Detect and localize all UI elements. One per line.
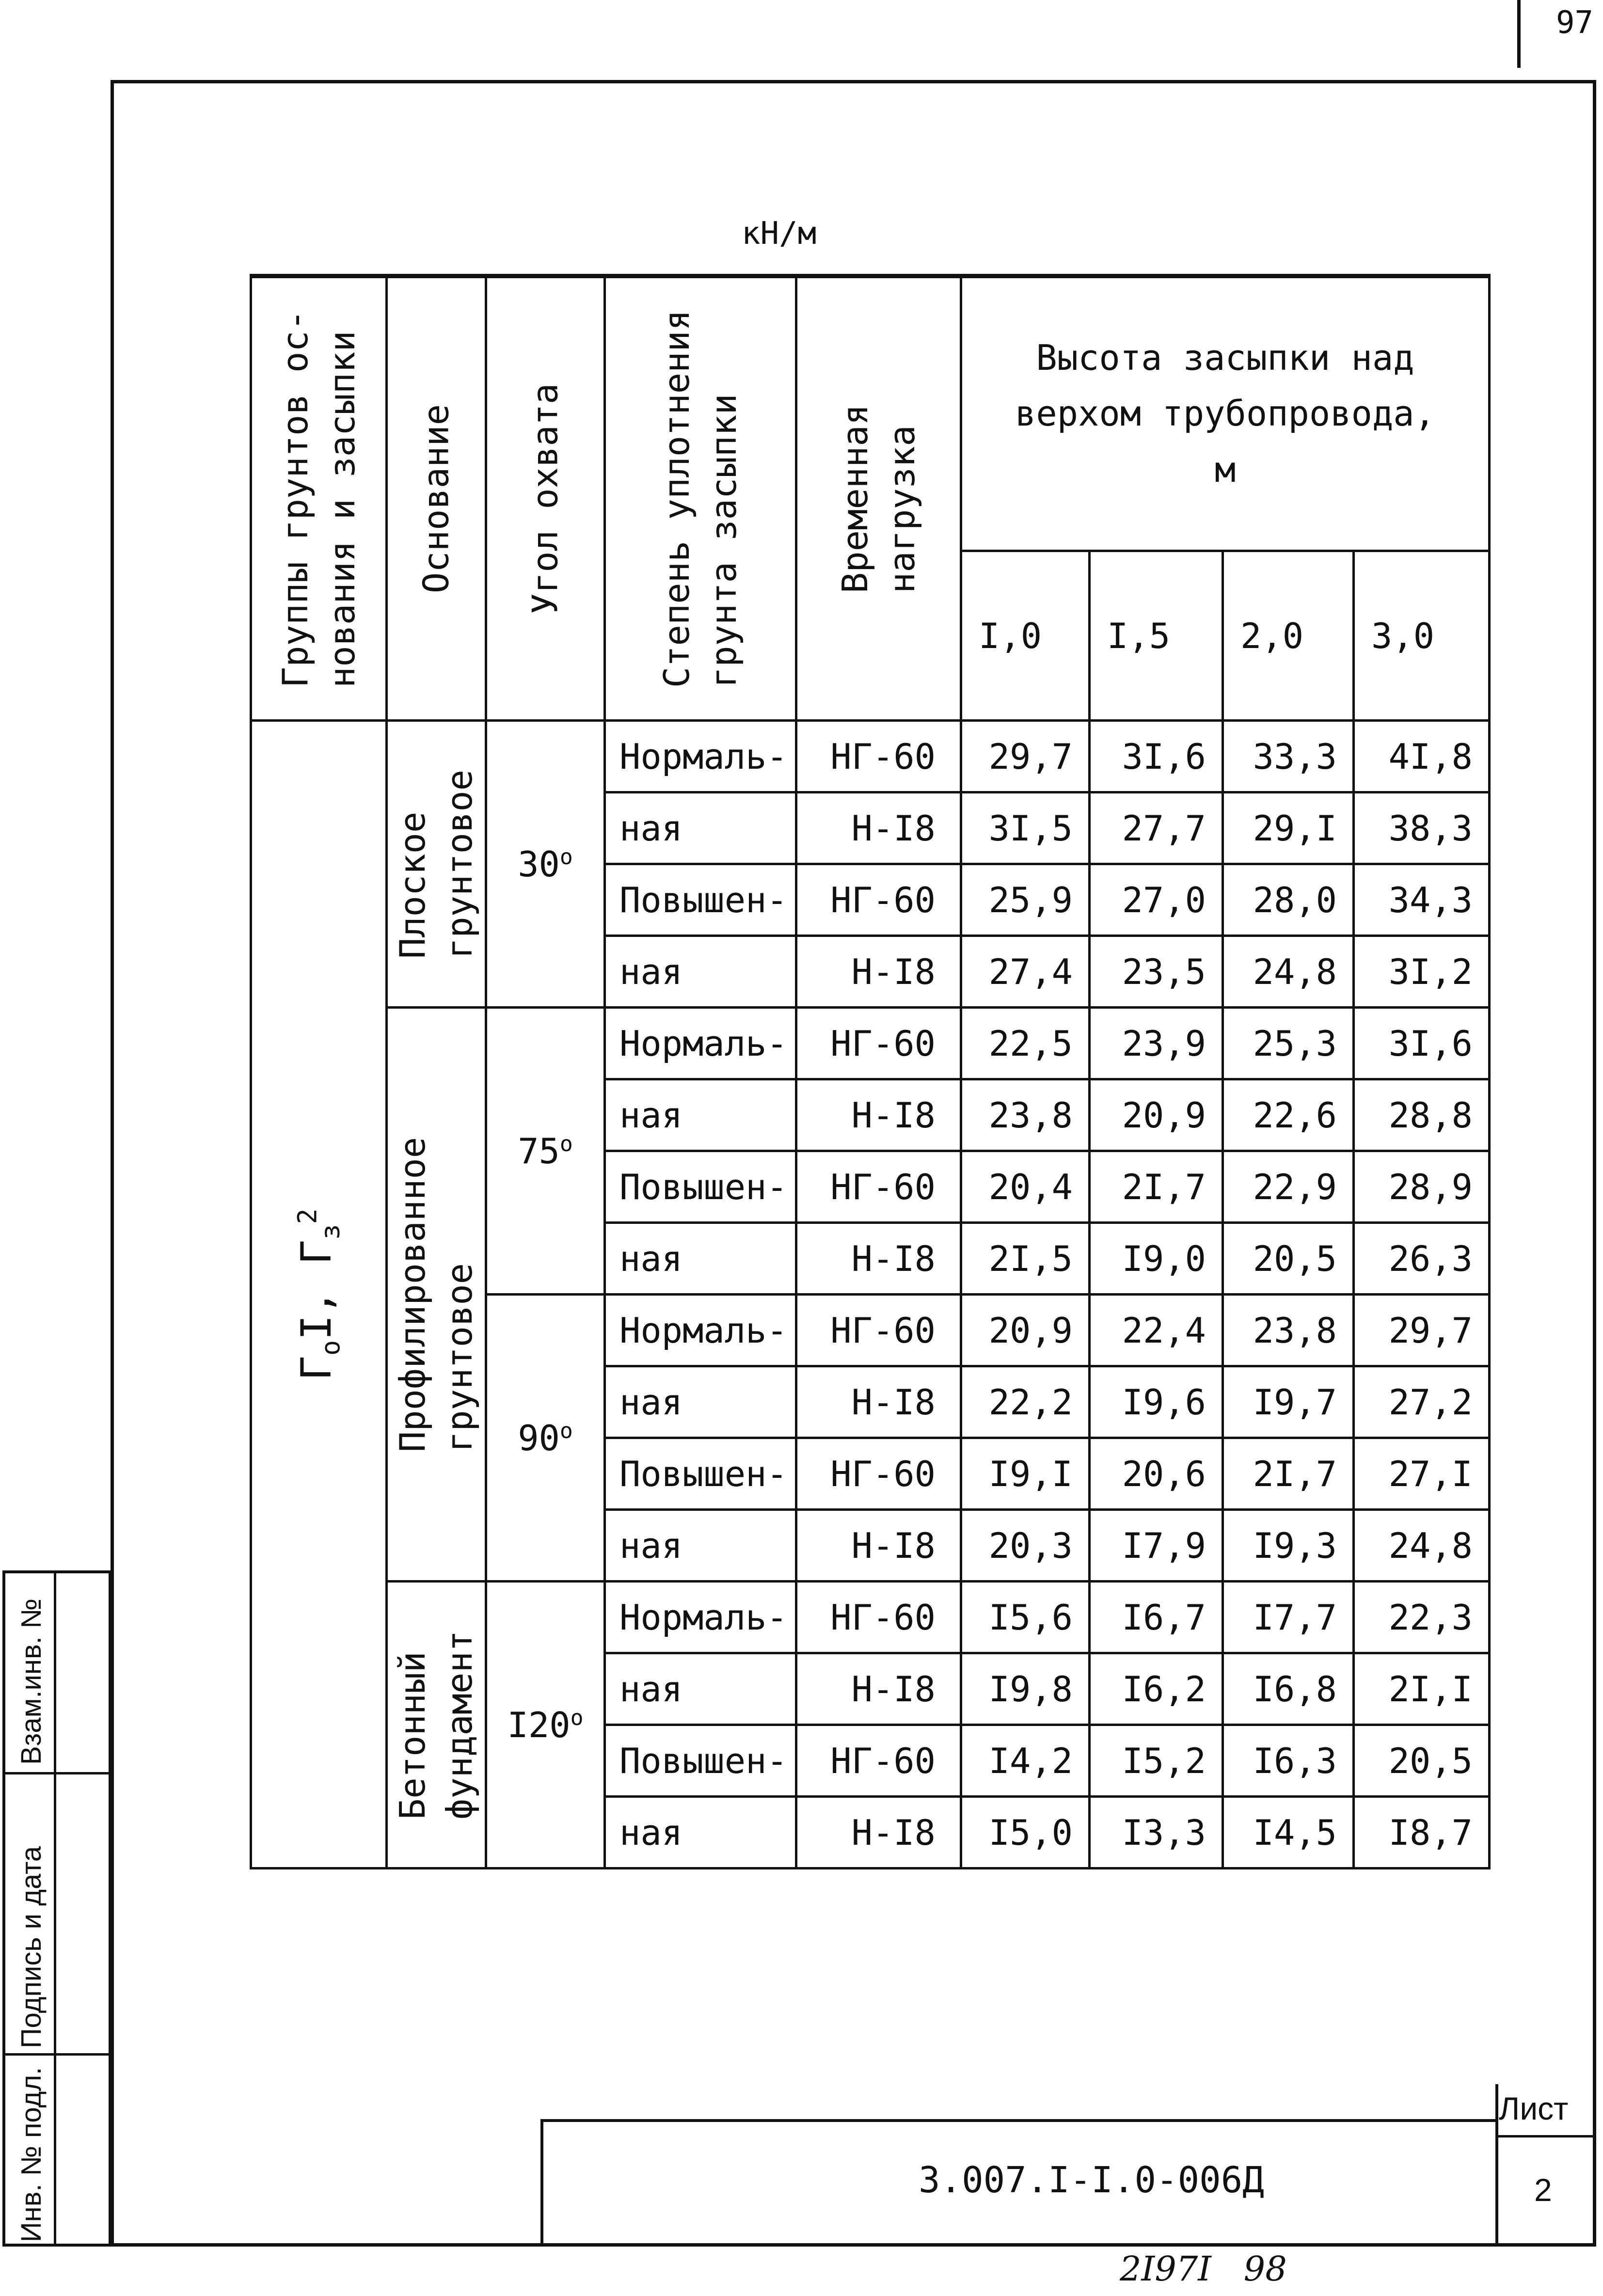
value-cell: 3I,2: [1354, 936, 1490, 1008]
value-cell: 33,3: [1223, 721, 1354, 792]
value-cell: I5,6: [961, 1582, 1090, 1653]
base-profiled: Профилированное грунтовое: [387, 1008, 486, 1582]
compaction-cell: Повышен-: [605, 864, 796, 936]
value-cell: I5,0: [961, 1797, 1090, 1868]
load-cell: Н-I8: [796, 1079, 961, 1151]
value-cell: 4I,8: [1354, 721, 1490, 792]
value-cell: 25,3: [1223, 1008, 1354, 1079]
value-cell: 24,8: [1354, 1510, 1490, 1582]
value-cell: I9,3: [1223, 1510, 1354, 1582]
value-cell: I3,3: [1090, 1797, 1223, 1868]
angle-75: $75^о$: [486, 1008, 605, 1295]
value-cell: 29,7: [961, 721, 1090, 792]
header-height-1: I,0: [961, 551, 1090, 721]
header-base: Основание: [387, 276, 486, 721]
document-code: 3.007.I-I.0-006Д: [919, 2159, 1264, 2201]
value-cell: 22,9: [1223, 1151, 1354, 1223]
compaction-cell: Нормаль-: [605, 721, 796, 792]
value-cell: 20,6: [1090, 1438, 1223, 1510]
compaction-cell: Повышен-: [605, 1438, 796, 1510]
value-cell: I9,I: [961, 1438, 1090, 1510]
value-cell: 24,8: [1223, 936, 1354, 1008]
value-cell: 20,9: [961, 1295, 1090, 1366]
value-cell: 27,I: [1354, 1438, 1490, 1510]
load-cell: Н-I8: [796, 936, 961, 1008]
header-angle: Угол охвата: [486, 276, 605, 721]
value-cell: I6,7: [1090, 1582, 1223, 1653]
compaction-cell: ная: [605, 1797, 796, 1868]
value-cell: 27,2: [1354, 1366, 1490, 1438]
value-cell: 22,3: [1354, 1582, 1490, 1653]
value-cell: 20,4: [961, 1151, 1090, 1223]
compaction-cell: ная: [605, 1366, 796, 1438]
value-cell: I9,8: [961, 1653, 1090, 1725]
value-cell: I5,2: [1090, 1725, 1223, 1797]
load-cell: НГ-60: [796, 1582, 961, 1653]
value-cell: 3I,5: [961, 792, 1090, 864]
value-cell: 28,8: [1354, 1079, 1490, 1151]
load-cell: Н-I8: [796, 1366, 961, 1438]
title-block-sheet-divider: [1495, 2135, 1596, 2138]
compaction-cell: ная: [605, 792, 796, 864]
title-block-left-rule: [540, 2119, 543, 2247]
page-number: 97: [1556, 5, 1594, 41]
base-concrete: Бетонный фундамент: [387, 1582, 486, 1868]
value-cell: I6,2: [1090, 1653, 1223, 1725]
value-cell: 2I,7: [1223, 1438, 1354, 1510]
header-height-3: 2,0: [1223, 551, 1354, 721]
header-load: Временная нагрузка: [796, 276, 961, 721]
value-cell: 29,I: [1223, 792, 1354, 864]
value-cell: 23,9: [1090, 1008, 1223, 1079]
value-cell: 28,0: [1223, 864, 1354, 936]
header-heights-title: Высота засыпки над верхом трубопровода, м: [961, 276, 1490, 551]
angle-30: $30^о$: [486, 721, 605, 1008]
stamp-inv-podl: Инв. № подл.: [16, 2067, 47, 2242]
value-cell: 20,3: [961, 1510, 1090, 1582]
value-cell: 2I,5: [961, 1223, 1090, 1295]
value-cell: 34,3: [1354, 864, 1490, 936]
value-cell: 23,5: [1090, 936, 1223, 1008]
load-cell: Н-I8: [796, 1653, 961, 1725]
compaction-cell: Повышен-: [605, 1151, 796, 1223]
compaction-cell: ная: [605, 936, 796, 1008]
value-cell: I4,5: [1223, 1797, 1354, 1868]
load-cell: НГ-60: [796, 1008, 961, 1079]
angle-90: $90^о$: [486, 1295, 605, 1582]
compaction-cell: ная: [605, 1653, 796, 1725]
value-cell: I6,8: [1223, 1653, 1354, 1725]
value-cell: 3I,6: [1090, 721, 1223, 792]
value-cell: 2I,I: [1354, 1653, 1490, 1725]
value-cell: I9,7: [1223, 1366, 1354, 1438]
value-cell: I7,9: [1090, 1510, 1223, 1582]
compaction-cell: Нормаль-: [605, 1295, 796, 1366]
archive-number: 2I97I 98: [1120, 2249, 1287, 2289]
value-cell: I9,0: [1090, 1223, 1223, 1295]
value-cell: I8,7: [1354, 1797, 1490, 1868]
value-cell: I6,3: [1223, 1725, 1354, 1797]
value-cell: 27,7: [1090, 792, 1223, 864]
compaction-cell: Нормаль-: [605, 1582, 796, 1653]
header-soil-groups: Группы грунтов ос- нования и засыпки: [251, 276, 387, 721]
page-number-rule: [1517, 0, 1521, 68]
base-plain: Плоское грунтовое: [387, 721, 486, 1008]
compaction-cell: Нормаль-: [605, 1008, 796, 1079]
value-cell: 20,5: [1354, 1725, 1490, 1797]
value-cell: 20,5: [1223, 1223, 1354, 1295]
value-cell: I7,7: [1223, 1582, 1354, 1653]
load-table: [250, 274, 1491, 1869]
load-cell: НГ-60: [796, 721, 961, 792]
compaction-cell: ная: [605, 1223, 796, 1295]
soil-group-label: $Г_оI$, $Г_з^2$: [292, 1208, 346, 1381]
value-cell: 38,3: [1354, 792, 1490, 864]
sheet-label: Лист: [1499, 2090, 1569, 2126]
load-cell: Н-I8: [796, 1797, 961, 1868]
value-cell: 28,9: [1354, 1151, 1490, 1223]
value-cell: 3I,6: [1354, 1008, 1490, 1079]
header-height-2: I,5: [1090, 551, 1223, 721]
value-cell: 22,6: [1223, 1079, 1354, 1151]
load-cell: Н-I8: [796, 792, 961, 864]
stamp-signature-date: Подпись и дата: [16, 1846, 47, 2048]
load-cell: НГ-60: [796, 1295, 961, 1366]
compaction-cell: ная: [605, 1510, 796, 1582]
load-cell: НГ-60: [796, 864, 961, 936]
value-cell: I4,2: [961, 1725, 1090, 1797]
load-cell: Н-I8: [796, 1510, 961, 1582]
stamp-replace-inv: Взам.инв. №: [16, 1598, 47, 1765]
load-cell: НГ-60: [796, 1151, 961, 1223]
soil-group-cell: [251, 721, 387, 1868]
title-block-top-rule: [540, 2119, 1498, 2122]
value-cell: 22,5: [961, 1008, 1090, 1079]
load-cell: Н-I8: [796, 1223, 961, 1295]
value-cell: 20,9: [1090, 1079, 1223, 1151]
value-cell: 27,4: [961, 936, 1090, 1008]
load-cell: НГ-60: [796, 1438, 961, 1510]
value-cell: 29,7: [1354, 1295, 1490, 1366]
value-cell: 2I,7: [1090, 1151, 1223, 1223]
header-compaction: Степень уплотнения грунта засыпки: [605, 276, 796, 721]
angle-120: $I20^о$: [486, 1582, 605, 1868]
value-cell: 22,4: [1090, 1295, 1223, 1366]
value-cell: 23,8: [1223, 1295, 1354, 1366]
value-cell: 25,9: [961, 864, 1090, 936]
load-cell: НГ-60: [796, 1725, 961, 1797]
title-block-sheet-rule: [1495, 2084, 1498, 2247]
value-cell: 27,0: [1090, 864, 1223, 936]
compaction-cell: ная: [605, 1079, 796, 1151]
value-cell: 23,8: [961, 1079, 1090, 1151]
value-cell: 26,3: [1354, 1223, 1490, 1295]
header-height-4: 3,0: [1354, 551, 1490, 721]
sheet-number: 2: [1534, 2172, 1552, 2208]
compaction-cell: Повышен-: [605, 1725, 796, 1797]
units-label: кН/м: [742, 216, 817, 252]
value-cell: 22,2: [961, 1366, 1090, 1438]
value-cell: I9,6: [1090, 1366, 1223, 1438]
side-stamp: [2, 1570, 111, 2247]
